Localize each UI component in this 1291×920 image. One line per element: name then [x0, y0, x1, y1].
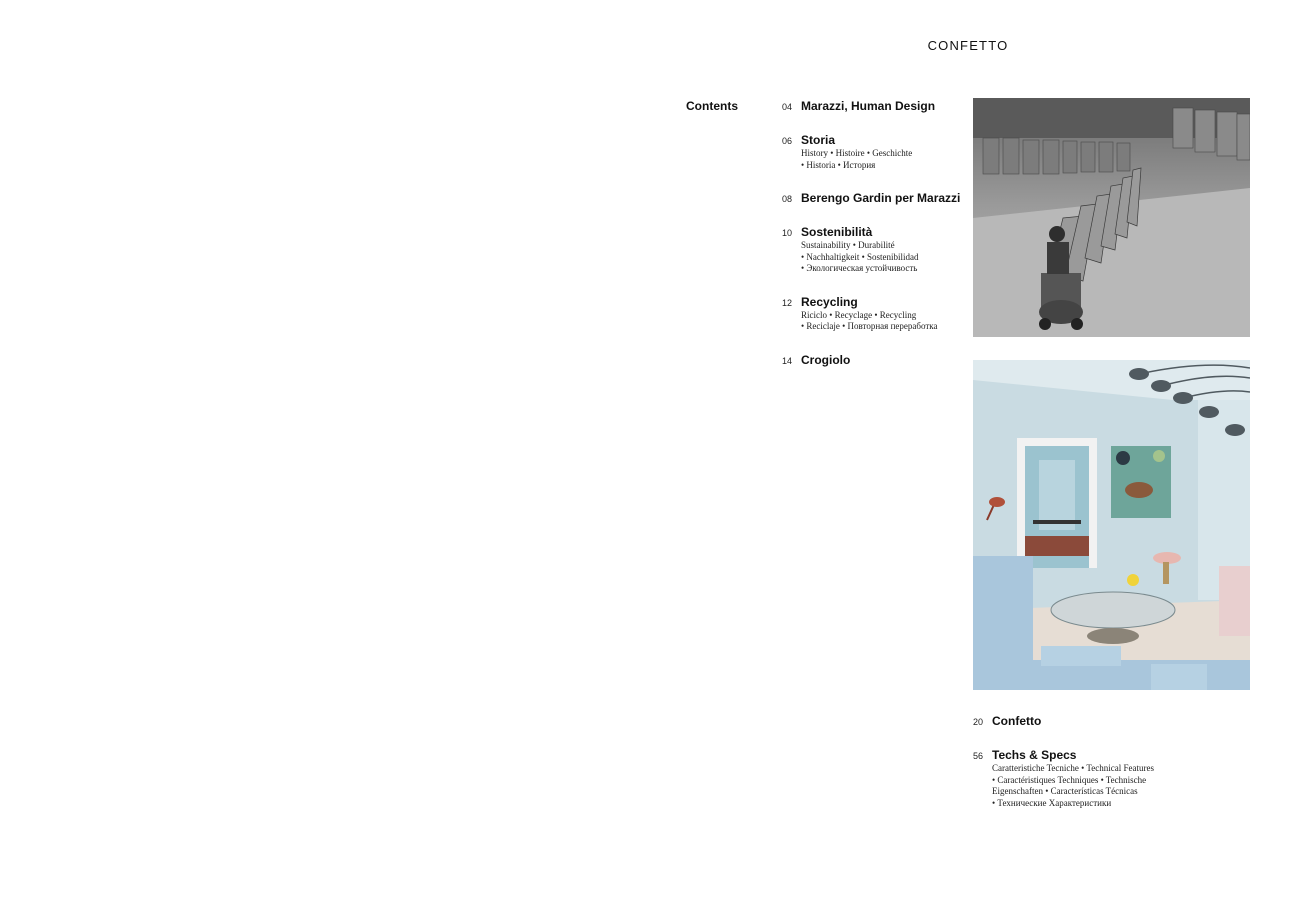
entry-subtitle: • Historia • История: [801, 159, 876, 170]
brand-title: CONFETTO: [927, 38, 1009, 53]
entry-subtitle: • Технические Характеристики: [992, 797, 1112, 808]
page-number: 04: [782, 102, 793, 112]
contents-heading: Contents: [686, 99, 738, 113]
page-number: 08: [782, 194, 793, 204]
entry-subtitle: Riciclo • Recyclage • Recycling: [801, 309, 917, 320]
entry-title: Storia: [801, 133, 836, 147]
toc-entry-recycling[interactable]: [782, 295, 962, 333]
page-number: 14: [782, 355, 793, 366]
page-number: 10: [782, 228, 793, 238]
entry-title: Sostenibilità: [801, 225, 873, 239]
entry-title: Confetto: [992, 714, 1042, 728]
entry-title: Techs & Specs: [992, 748, 1077, 762]
entry-subtitle: • Nachhaltigkeit • Sostenibilidad: [801, 251, 919, 262]
page-number: 56: [973, 751, 984, 761]
entry-title: Marazzi, Human Design: [801, 99, 936, 113]
page-number: 12: [782, 297, 793, 308]
toc-entry-techs-specs[interactable]: [973, 748, 1173, 809]
table-of-contents-continued: [973, 714, 1173, 809]
toc-entry-crogiolo[interactable]: [782, 353, 962, 367]
entry-subtitle: Eigenschaften • Características Técnicas: [992, 786, 1138, 796]
table-of-contents: [782, 99, 962, 367]
toc-entry-berengo-gardin[interactable]: [782, 191, 962, 205]
entry-subtitle: Caratteristiche Tecniche • Technical Features: [992, 763, 1154, 773]
entry-title: Recycling: [801, 294, 858, 309]
entry-title: Berengo Gardin per Marazzi: [801, 191, 961, 205]
entry-subtitle: Sustainability • Durabilité: [801, 240, 895, 250]
entry-subtitle: • Reciclaje • Повторная переработка: [801, 321, 938, 331]
interior-photo: [973, 360, 1250, 690]
page-number: 06: [782, 136, 793, 146]
toc-entry-storia[interactable]: [782, 133, 962, 171]
factory-photo: [973, 98, 1250, 337]
entry-subtitle: • Экологическая устойчивость: [801, 263, 918, 273]
entry-title: Crogiolo: [801, 352, 851, 367]
page-number: 20: [973, 717, 984, 727]
entry-subtitle: History • Histoire • Geschichte: [801, 148, 913, 158]
toc-entry-sostenibilita[interactable]: [782, 225, 962, 275]
toc-entry-marazzi-human-design[interactable]: [782, 99, 962, 113]
toc-entry-confetto[interactable]: [973, 714, 1173, 728]
entry-subtitle: • Caractéristiques Techniques • Technische: [992, 774, 1147, 785]
